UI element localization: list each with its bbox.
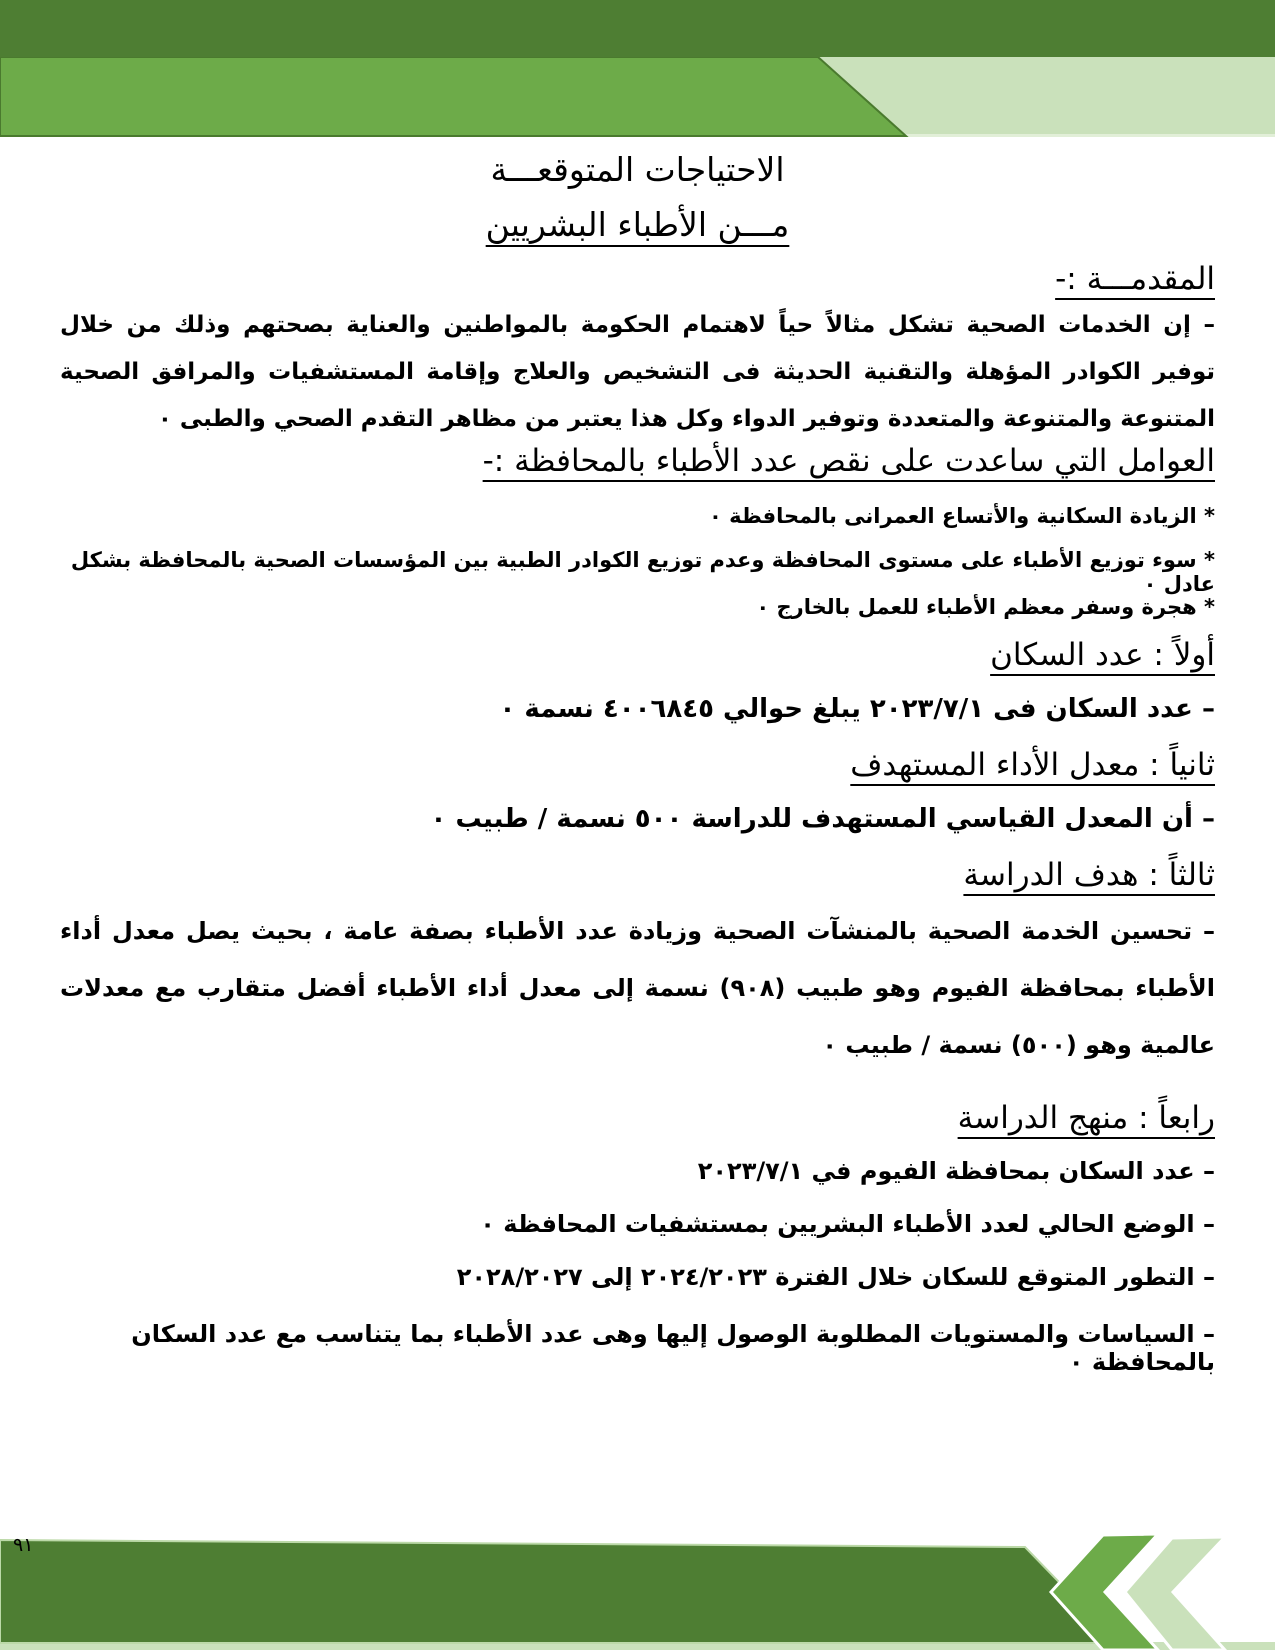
section-heading-factors: العوامل التي ساعدت على نقص عدد الأطباء بالمحافظة :- [482,443,1215,479]
footer-banner-graphic [0,1530,1275,1650]
header-dark-bar [0,0,1275,57]
study-goal-paragraph: – تحسين الخدمة الصحية بالمنشآت الصحية وزيادة عدد الأطباء بصفة عامة ، بحيث يصل معدل أداء الأطباء بمحافظة الفيوم وهو طبيب (٩٠٨) نسمة إلى معدل أداء الأطباء أفضل متقارب مع معدلات عالمية وهو (٥٠٠) نسمة / طبيب ٠ [60,917,1215,1059]
section-heading-intro: المقدمـــة :- [1055,261,1215,297]
factor-bullet-3: * هجرة وسفر معظم الأطباء للعمل بالخارج ٠ [756,595,1215,619]
header-banner-graphic [0,0,1275,138]
section-heading-study-goal: ثالثاً : هدف الدراسة [963,857,1215,893]
method-bullet-3: – التطور المتوقع للسكان خلال الفترة ٢٠٢٤/٢٠٢٣ إلى ٢٠٢٨/٢٠٢٧ [456,1263,1215,1291]
header-green-wedge [0,57,906,136]
footer-dark-band [0,1540,1118,1643]
page-number: ٩١ [13,1534,34,1556]
section-heading-population: أولاً : عدد السكان [990,637,1215,673]
factor-bullet-1: * الزيادة السكانية والأتساع العمرانى بالمحافظة ٠ [709,504,1215,528]
method-bullet-1: – عدد السكان بمحافظة الفيوم في ٢٠٢٣/٧/١ [697,1157,1215,1185]
population-line: – عدد السكان فى ٢٠٢٣/٧/١ يبلغ حوالي ٤٠٠٦٨٤٥ نسمة ٠ [499,694,1215,724]
method-bullet-4: – السياسات والمستويات المطلوبة الوصول إليها وهى عدد الأطباء بما يتناسب مع عدد السكان بالمحافظة ٠ [131,1320,1215,1376]
factor-bullet-2: * سوء توزيع الأطباء على مستوى المحافظة وعدم توزيع الكوادر الطبية بين المؤسسات الصحية بالمحافظة بشكل عادل ٠ [70,548,1215,596]
doc-title-line1: الاحتياجات المتوقعـــة [490,150,785,189]
target-rate-line: – أن المعدل القياسي المستهدف للدراسة ٥٠٠ نسمة / طبيب ٠ [430,804,1215,834]
method-bullet-2: – الوضع الحالي لعدد الأطباء البشريين بمستشفيات المحافظة ٠ [480,1210,1215,1238]
intro-paragraph: – إن الخدمات الصحية تشكل مثالاً حياً لاهتمام الحكومة بالمواطنين والعناية بصحتهم وذلك من خلال توفير الكوادر المؤهلة والتقنية الحديثة فى التشخيص والعلاج وإقامة المستشفيات والمرافق الصحية المتنوعة والمتنوعة والمتعددة وتوفير الدواء وكل هذا يعتبر من مظاهر التقدم الصحي والطبى ٠ [60,312,1215,432]
doc-title-line2: مـــن الأطباء البشريين [485,205,790,244]
section-heading-study-method: رابعاً : منهج الدراسة [957,1100,1215,1136]
section-heading-target-rate: ثانياً : معدل الأداء المستهدف [850,747,1215,783]
